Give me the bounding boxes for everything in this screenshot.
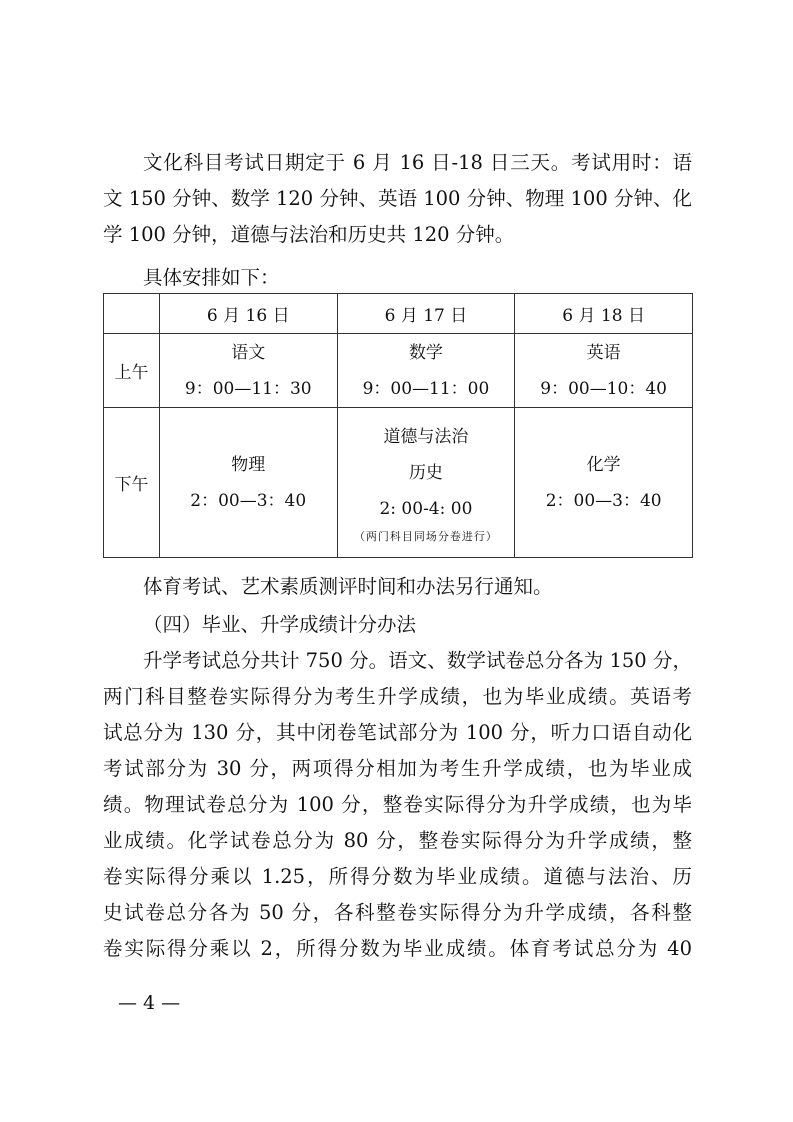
date-header-cell: 6 月 17 日 <box>337 294 515 334</box>
exam-dates-paragraph <box>103 145 692 253</box>
schedule-cell <box>337 408 515 558</box>
schedule-cell <box>515 334 693 408</box>
exam-schedule-table <box>103 293 693 558</box>
afternoon-label: 下午 <box>104 408 160 558</box>
paragraph-line: 两门科目整卷实际得分为考生升学成绩，也为毕业成绩。英语考 <box>103 685 692 708</box>
page-number: — 4 — <box>118 992 181 1014</box>
table-corner-cell <box>104 294 160 334</box>
exam-time: 9：00—11：00 <box>362 378 490 399</box>
section-heading: （四）毕业、升学成绩计分办法 <box>143 613 417 636</box>
subject-name: 历史 <box>408 462 443 483</box>
paragraph-line: 考试部分为 30 分，两项得分相加为考生升学成绩，也为毕业成 <box>103 757 692 780</box>
paragraph-line: 卷实际得分乘以 2，所得分数为毕业成绩。体育考试总分为 40 <box>103 937 692 960</box>
schedule-note: （两门科目同场分卷进行） <box>353 529 498 543</box>
paragraph-line: 试总分为 130 分，其中闭卷笔试部分为 100 分，听力口语自动化 <box>103 721 692 744</box>
subject-name: 物理 <box>231 454 266 475</box>
subject-name: 道德与法治 <box>383 426 469 447</box>
paragraph-line: 卷实际得分乘以 1.25，所得分数为毕业成绩。道德与法治、历 <box>103 865 692 888</box>
schedule-cell <box>159 408 337 558</box>
morning-label: 上午 <box>104 334 160 408</box>
scoring-paragraph <box>103 643 692 967</box>
schedule-cell <box>337 334 515 408</box>
paragraph-line: 文 150 分钟、数学 120 分钟、英语 100 分钟、物理 100 分钟、化 <box>103 187 692 210</box>
paragraph-line: 绩。物理试卷总分为 100 分，整卷实际得分为升学成绩，也为毕 <box>103 793 692 816</box>
date-header-cell: 6 月 16 日 <box>159 294 337 334</box>
other-exams-notice: 体育考试、艺术素质测评时间和办法另行通知。 <box>143 575 553 598</box>
paragraph-line: 文化科目考试日期定于 6 月 16 日-18 日三天。考试用时：语 <box>143 151 692 174</box>
subject-name: 化学 <box>586 454 621 475</box>
date-header-cell: 6 月 18 日 <box>515 294 693 334</box>
exam-time: 2：00—3：40 <box>545 490 662 511</box>
exam-time: 9：00—10：40 <box>540 378 667 399</box>
subject-name: 语文 <box>231 342 266 363</box>
schedule-cell <box>159 334 337 408</box>
schedule-intro: 具体安排如下： <box>143 266 280 289</box>
exam-time: 9：00—11：30 <box>184 378 312 399</box>
paragraph-line: 业成绩。化学试卷总分为 80 分，整卷实际得分为升学成绩，整 <box>103 829 692 852</box>
exam-time: 2: 00-4: 00 <box>379 498 473 519</box>
paragraph-line: 学 100 分钟，道德与法治和历史共 120 分钟。 <box>103 223 515 246</box>
subject-name: 数学 <box>408 342 443 363</box>
subject-name: 英语 <box>586 342 621 363</box>
paragraph-line: 升学考试总分共计 750 分。语文、数学试卷总分各为 150 分， <box>143 649 692 672</box>
paragraph-line: 史试卷总分各为 50 分，各科整卷实际得分为升学成绩，各科整 <box>103 901 692 924</box>
table-header-row <box>104 294 693 334</box>
afternoon-row <box>104 408 693 558</box>
schedule-cell <box>515 408 693 558</box>
exam-time: 2：00—3：40 <box>190 490 307 511</box>
morning-row <box>104 334 693 408</box>
